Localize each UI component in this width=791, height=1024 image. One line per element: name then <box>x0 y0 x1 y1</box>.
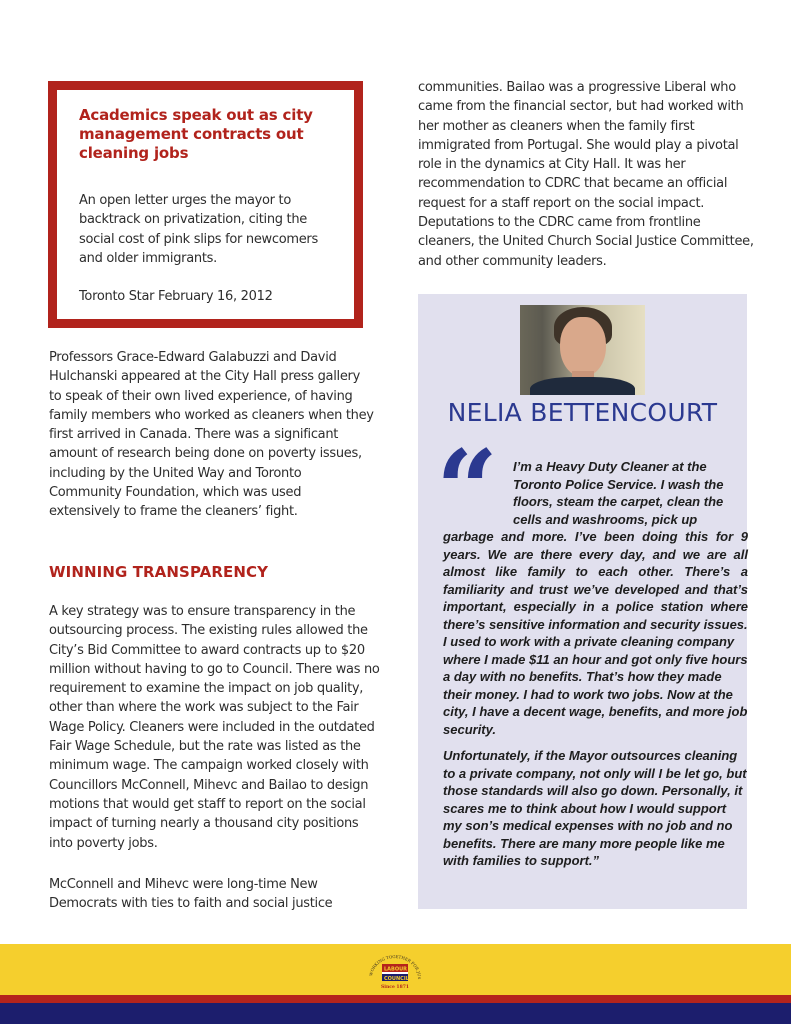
quote-paragraph: Unfortunately, if the Mayor outsources cleaning to a private company, not only will I be let go, but those standards will also go down. Personally, it scares me to think about how I would support my son’s medical expenses with no job and no benefits. There are many more people like me with families to support.” <box>443 748 747 868</box>
svg-text:COUNCIL: COUNCIL <box>384 976 409 982</box>
svg-text:Since 1871: Since 1871 <box>381 985 409 990</box>
svg-text:WORKING TOGETHER FOR JUSTICE: WORKING TOGETHER FOR JUS <box>368 953 423 980</box>
footer-band-red <box>0 995 791 1003</box>
quote-intro: I’m a Heavy Duty Cleaner at the Toronto Police Service. I wash the floors, steam the carpet, clean the cells and washrooms, pick up <box>513 459 724 527</box>
profile-photo <box>520 305 645 395</box>
profile-name: NELIA BETTENCOURT <box>447 398 718 427</box>
quote-paragraph: garbage and more. I’ve been doing this for 9 years. We are there every day, and we are all almost like family to each other. There’s a familiarity and trust we’ve developed and that’s important, especially in a police station where there’s sensitive information and security issues. <box>443 529 748 632</box>
left-paragraph-1 <box>49 348 374 522</box>
paragraph-text: McConnell and Mihevc were long-time New Democrats with ties to faith and social justice <box>49 877 333 912</box>
left-paragraph-3 <box>49 875 374 914</box>
svg-text:LABOUR: LABOUR <box>384 966 408 973</box>
paragraph-text: A key strategy was to ensure transparency in the outsourcing process. The existing rules allowed the City’s Bid Committee to award contracts up to $20 million without having to go to Council. There was no requirement to examine the impact on job quality, other than where the work was subject to the Fair Wage Policy. Cleaners were included in the outdated Fair Wage Schedule, but the rate was listed as the minimum wage. The campaign worked closely with Councillors McConnell, Mihevc and Bailao to design motions that would get staff to report on the social impact of turning nearly a thousand city positions into poverty jobs. <box>49 604 380 851</box>
section-heading: WINNING TRANSPARENCY <box>49 563 269 581</box>
labour-council-logo-icon <box>366 952 424 994</box>
callout-summary: An open letter urges the mayor to backtrack on privatization, citing the social cost of pink slips for newcomers and older immigrants. <box>79 193 318 266</box>
quote-mark-icon: “ <box>436 427 499 553</box>
news-callout-box <box>48 81 363 328</box>
callout-headline: Academics speak out as city management contracts out cleaning jobs <box>79 106 313 162</box>
quote-paragraph: I used to work with a private cleaning company where I made $11 an hour and got only five hours a day with no benefits. That’s how they made their money. I had to work two jobs. Now at the city, I have a decent wage, benefits, and more job security. <box>443 634 748 737</box>
quote-body <box>443 528 748 870</box>
callout-source: Toronto Star February 16, 2012 <box>79 289 273 304</box>
right-paragraph-1 <box>418 78 758 271</box>
left-paragraph-2 <box>49 602 381 853</box>
profile-panel <box>418 294 747 909</box>
paragraph-text: Professors Grace-Edward Galabuzzi and David Hulchanski appeared at the City Hall press gallery to speak of their own lived experience, of having family members who worked as cleaners when they first arrived in Canada. There was a significant amount of research being done on poverty issues, including by the United Way and Toronto Community Foundation, which was used extensively to frame the cleaners’ fight. <box>49 350 374 520</box>
footer-band-navy <box>0 1003 791 1024</box>
paragraph-text: communities. Bailao was a progressive Liberal who came from the financial sector, but had worked with her mother as cleaners when the family first immigrated from Portugal. She would play a pivotal role in the dynamics at City Hall. It was her recommendation to CDRC that became an official request for a staff report on the social impact. Deputations to the CDRC came from frontline cleaners, the United Church Social Justice Committee, and other community leaders. <box>418 80 754 269</box>
